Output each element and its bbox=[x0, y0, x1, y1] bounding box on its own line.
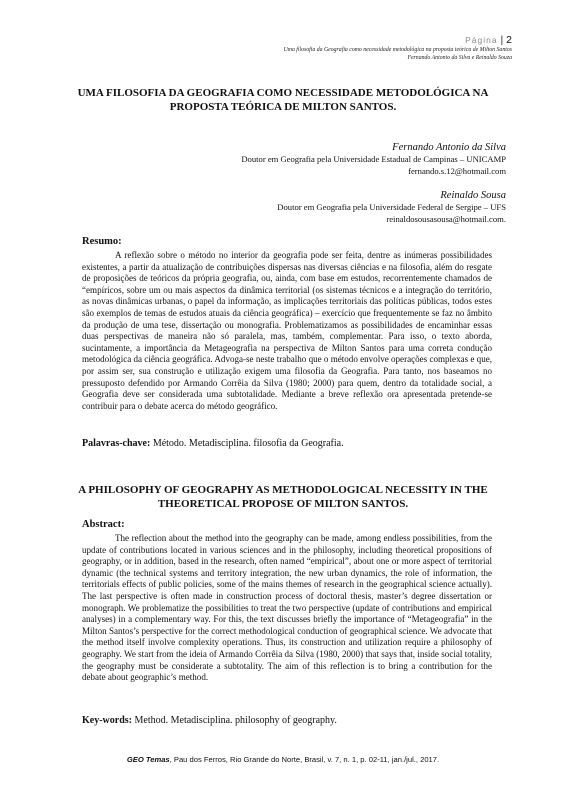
author-name: Fernando Antonio da Silva bbox=[392, 142, 506, 153]
author-affiliation: Doutor em Geografia pela Universidade Estadual de Campinas – UNICAMP bbox=[241, 154, 506, 164]
author-name: Reinaldo Sousa bbox=[440, 190, 506, 201]
author-affiliation: Doutor em Geografia pela Universidade Federal de Sergipe – UFS bbox=[277, 202, 506, 212]
running-head-title: Uma filosofia da Geografia como necessidade metodológica na proposta teórica de Milton Santos bbox=[283, 47, 512, 53]
keywords-label: Key-words: bbox=[82, 715, 132, 726]
running-head-authors: Fernando Antonio da Silva e Reinaldo Souza bbox=[407, 54, 512, 61]
author-block-2 bbox=[106, 189, 506, 225]
key-words bbox=[82, 715, 337, 726]
citation-text: , Pau dos Ferros, Rio Grande do Norte, Brasil, v. 7, n. 1, p. 02-11, jan./jul., 2017. bbox=[169, 755, 440, 764]
title-english: A PHILOSOPHY OF GEOGRAPHY AS METHODOLOGICAL NECESSITY IN THE THEORETICAL PROPOSE OF MILTON SANTOS. bbox=[78, 484, 488, 510]
page-number-value: 2 bbox=[506, 34, 512, 46]
author-block-1 bbox=[106, 141, 506, 177]
footer-citation bbox=[0, 755, 566, 764]
journal-name: GEO Temas bbox=[126, 755, 170, 764]
page-number: Página | 2 bbox=[465, 34, 512, 46]
abstract-text: The reflection about the method into the geography can be made, among endless possibilities, from the update of contributions located in various sciences and in the philosophy, including theoretical propositions of geography, or in addition, based in the research, often named “empirical”, about one or more aspect of territorial dynamic (the technical systems and territory integration, the new urban dynamics, the role of information, the territorials effects of public policies, some of the mains themes of research in the geographical science actually). The last perspective is often made in construction process of doctoral thesis, master’s degree dissertation or monograph. We problematize the possibilities to treat the two perspective (update of contributions and empirical analyses) in a complementary way. For this, the text discusses briefly the importance of “Metageografia” in the Milton Santos’s perspective for the correct methodological conduction of geographical science. We advocate that the method itself involve complexity operations. Thus, its construction and utilization require a philosophy of geography. We start from the ideia of Armando Corrêia da Silva (1980, 2000) that says that, inside social totality, the geography must be considerate a subtotality. The aim of this reflection is to bring a contribution for the debate about geographic’s method. bbox=[82, 533, 492, 683]
keywords-text: Method. Metadisciplina. philosophy of geography. bbox=[132, 715, 337, 726]
title-portuguese: UMA FILOSOFIA DA GEOGRAFIA COMO NECESSIDADE METODOLÓGICA NA PROPOSTA TEÓRICA DE MILTON SANTOS. bbox=[77, 87, 489, 113]
running-head bbox=[212, 47, 512, 62]
keywords-label: Palavras-chave: bbox=[82, 438, 151, 449]
abstract-heading: Abstract: bbox=[82, 519, 125, 530]
keywords-text: Método. Metadisciplina. filosofia da Geografia. bbox=[150, 438, 344, 449]
resumo-text: A reflexão sobre o método no interior da geografia pode ser feita, dentre as inúmeras possibilidades existentes, a partir da atualização de contribuições dispersas nas diversas ciências e na filosofia, além do resgate de proposições de teóricos da própria geografia, ou, ainda, com base em estudos, recorrentemente chamados de “empíricos, sobre um ou mais aspectos da dinâmica territorial (os sistemas técnicos e a integração do território, as novas dinâmicas urbanas, o papel da informação, as implicações territoriais das políticas públicas, todos estes são exemplos de temas de estudos atuais da ciência geográfica) – exercício que frequentemente se faz no âmbito da produção de uma tese, dissertação ou monografia. Problematizamos as possibilidades de encaminhar essas duas perspectivas de maneira não só paralela, mas, também, complementar. Para isso, o texto aborda, sucintamente, a importância da Metageografia na perspectiva de Milton Santos para uma correta condução metodológica da ciência geográfica. Advoga-se neste trabalho que o método envolve operações complexas e que, por assim ser, sua construção e utilização exigem uma filosofia da Geografia. Para tanto, nos baseamos no pressuposto defendido por Armando Corrêia da Silva (1980; 2000) para quem, dentro da totalidade social, a Geografia deve ser considerada uma subtotalidade. Mediante a breve reflexão ora apresentada pretende-se contribuir para o debate acerca do método geográfico. bbox=[82, 250, 492, 411]
page-label: Página bbox=[465, 35, 498, 45]
palavras-chave bbox=[82, 438, 344, 449]
resumo-heading: Resumo: bbox=[82, 236, 122, 247]
author-email: reinaldosousasousa@hotmail.com. bbox=[386, 213, 506, 224]
author-email: fernando.s.12@hotmail.com bbox=[408, 165, 506, 176]
